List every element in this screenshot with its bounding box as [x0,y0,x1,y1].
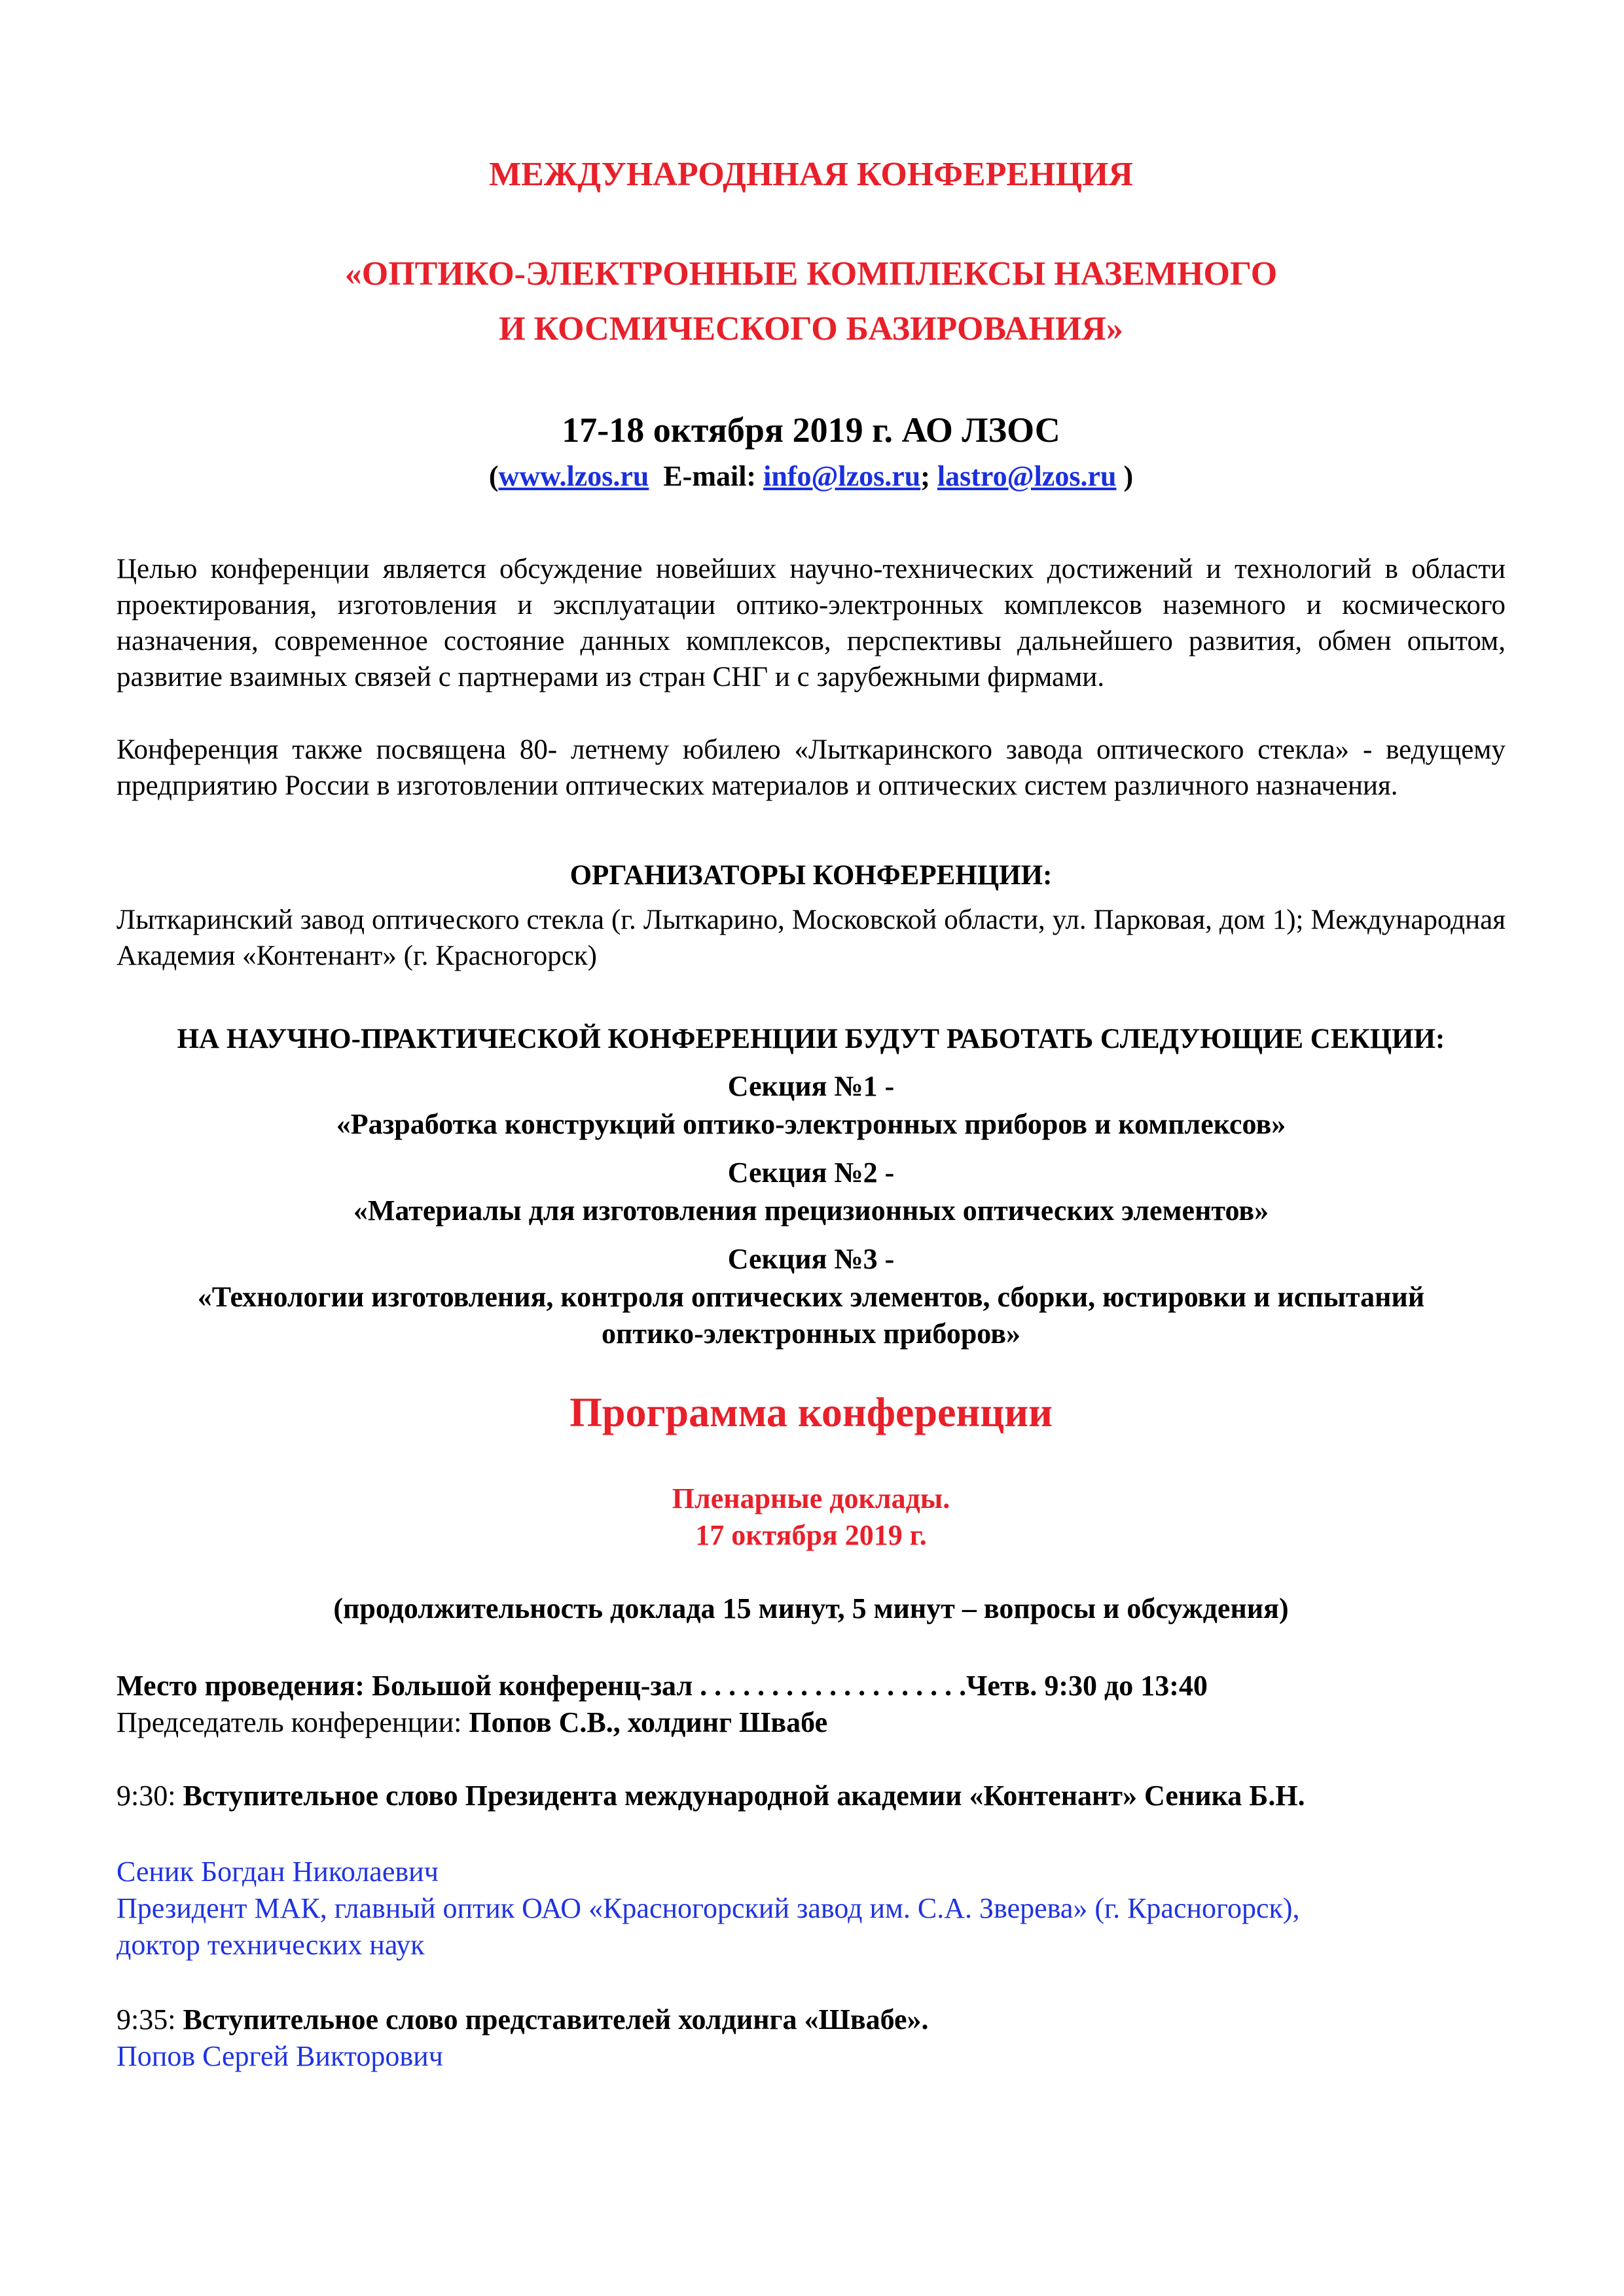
plenary-heading: Пленарные доклады. [672,1482,950,1515]
dates-venue: 17-18 октября 2019 г. АО ЛЗОС [562,410,1060,450]
chair-label: Председатель конференции: [117,1706,469,1738]
talk-duration-note: (продолжительность доклада 15 минут, 5 минут – вопросы и обсуждения) [333,1592,1289,1624]
talk-1-title: Вступительное слово Президента международной академии «Контенант» Сеника Б.Н. [183,1780,1305,1812]
website-link[interactable]: www.lzos.ru [498,460,649,492]
talk-2-line [117,2001,1506,2038]
chair-name: Попов С.В., холдинг Швабе [469,1706,828,1738]
conference-subtitle-line2: И КОСМИЧЕСКОГО БАЗИРОВАНИЯ» [499,310,1123,348]
email-link-lastro[interactable]: lastro@lzos.ru [937,460,1117,492]
talk-2-title: Вступительное слово представителей холдинга «Швабе». [183,2003,929,2036]
section-3-number: Секция №3 - [727,1243,895,1275]
section-3-title-line2: оптико-электронных приборов» [602,1318,1020,1350]
talk-1-line [117,1778,1506,1814]
section-2-number: Секция №2 - [727,1157,895,1189]
talk-1-time: 9:30: [117,1780,183,1812]
section-1-number: Секция №1 - [727,1070,895,1102]
intro-paragraph-anniversary: Конференция также посвящена 80- летнему юбилею «Лыткаринского завода оптического стекла» - ведущему предприятию России в изготовлении оптических материалов и оптических систем различного назначения. [117,734,1506,801]
talk-1-affiliation-line1: Президент МАК, главный оптик ОАО «Красногорский завод им. С.А. Зверева» (г. Красногорск), [117,1892,1300,1924]
sections-heading: НА НАУЧНО-ПРАКТИЧЕСКОЙ КОНФЕРЕНЦИИ БУДУТ РАБОТАТЬ СЛЕДУЮЩИЕ СЕКЦИИ: [177,1024,1445,1054]
section-2-title: «Материалы для изготовления прецизионных оптических элементов» [353,1194,1269,1227]
section-1-title: «Разработка конструкций оптико-электронных приборов и комплексов» [336,1108,1286,1140]
contacts-open-paren: ( [488,460,499,492]
email-separator: ; [920,460,930,492]
intro-paragraph-goal: Целью конференции является обсуждение новейших научно-технических достижений и технологий в области проектирования, изготовления и эксплуатации оптико-электронных комплексов наземного и космического назначения, современное состояние данных комплексов, перспективы дальнейшего развития, обмен опытом, развитие взаимных связей с партнерами из стран СНГ и с зарубежными фирмами. [117,554,1506,692]
plenary-date: 17 октября 2019 г. [695,1519,927,1551]
program-heading: Программа конференции [569,1389,1053,1435]
email-label: E-mail: [663,460,757,492]
organizers-text: Лыткаринский завод оптического стекла (г. Лыткарино, Московской области, ул. Парковая, дом 1); Международная Академия «Контенант» (г. Красногорск) [117,905,1506,971]
talk-2-time: 9:35: [117,2003,183,2036]
conference-subtitle-line1: «ОПТИКО-ЭЛЕКТРОННЫЕ КОМПЛЕКСЫ НАЗЕМНОГО [344,255,1278,293]
section-3-title-line1: «Технологии изготовления, контроля оптических элементов, сборки, юстировки и испытаний [197,1281,1425,1313]
contacts-line [117,458,1506,495]
talk-1-affiliation-line2: доктор технических наук [117,1929,425,1961]
organizers-heading: ОРГАНИЗАТОРЫ КОНФЕРЕНЦИИ: [569,860,1053,891]
talk-2-speaker: Попов Сергей Викторович [117,2040,443,2072]
conference-title: МЕЖДУНАРОДННАЯ КОНФЕРЕНЦИЯ [489,156,1133,193]
talk-1-speaker: Сеник Богдан Николаевич [117,1856,439,1888]
venue-line: Место проведения: Большой конференц-зал . . . . . . . . . . . . . . . . . . .Четв. 9:30 до 13:40 [117,1670,1208,1702]
contacts-close-paren: ) [1123,460,1134,492]
chair-line [117,1704,1506,1741]
email-link-info[interactable]: info@lzos.ru [763,460,921,492]
